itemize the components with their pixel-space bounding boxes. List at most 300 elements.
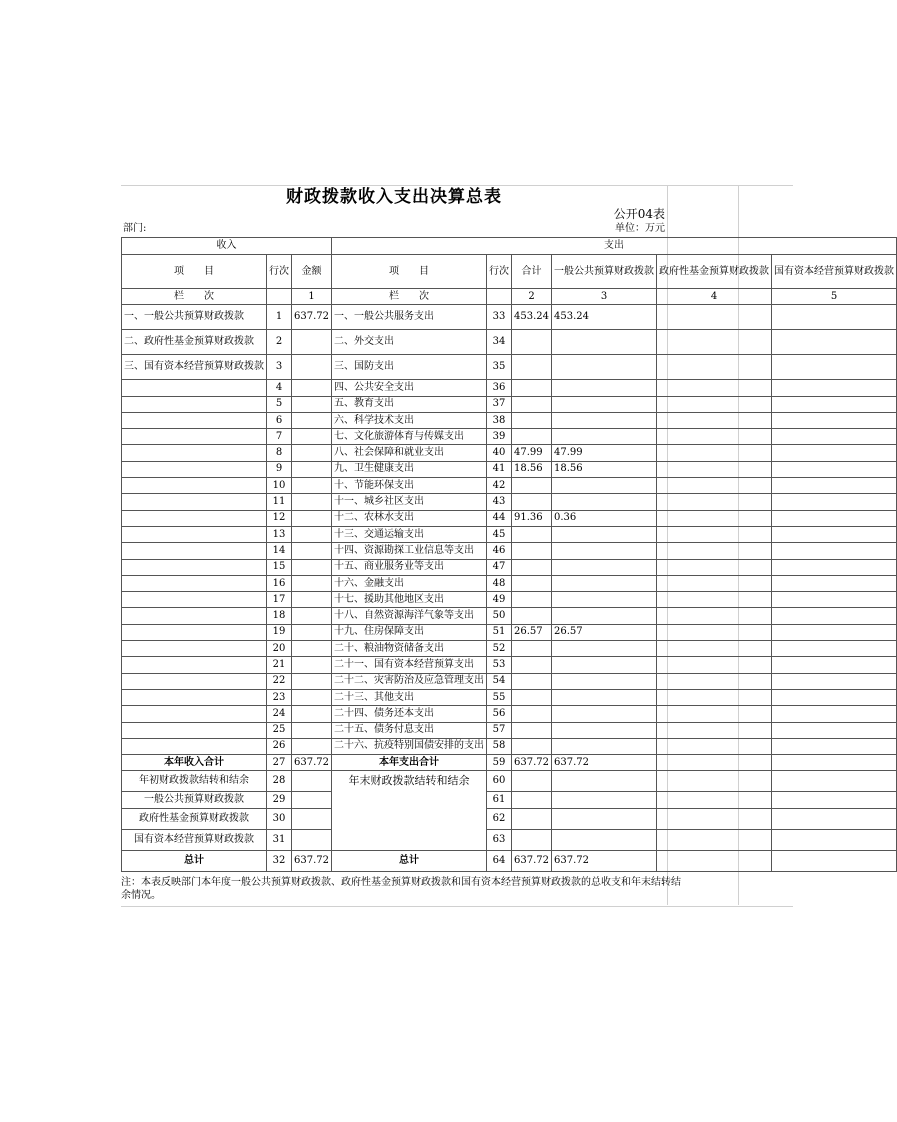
general-budget-cell (552, 771, 657, 792)
general-budget-cell (552, 543, 657, 559)
grand-total-row (122, 850, 897, 871)
expense-year-total-label: 本年支出合计 (332, 755, 487, 771)
income-amount-cell (292, 808, 332, 829)
expense-total-cell (512, 829, 552, 850)
state-capital-cell (772, 624, 897, 640)
fund-budget-cell (657, 510, 772, 526)
group-header-row (122, 238, 897, 255)
general-year-total-amount: 637.72 (552, 755, 657, 771)
table-row (122, 673, 897, 689)
fund-budget-cell (657, 706, 772, 722)
state-capital-cell (772, 608, 897, 624)
expense-item-cell: 七、文化旅游体育与传媒支出 (332, 429, 487, 445)
expense-item-cell: 二、外交支出 (332, 330, 487, 355)
expense-total-cell (512, 722, 552, 738)
income-row-no-cell: 8 (267, 445, 292, 461)
income-item-cell (122, 608, 267, 624)
income-row-no-cell: 1 (267, 305, 292, 330)
fund-budget-cell (657, 829, 772, 850)
income-amount-cell (292, 461, 332, 477)
income-row-no-cell: 25 (267, 722, 292, 738)
index-total: 2 (512, 289, 552, 305)
income-item-cell (122, 657, 267, 673)
fund-budget-cell (657, 722, 772, 738)
income-amount-cell (292, 494, 332, 510)
income-amount-cell (292, 559, 332, 575)
income-amount-cell (292, 445, 332, 461)
expense-row-no-cell: 57 (487, 722, 512, 738)
fund-budget-cell (657, 429, 772, 445)
table-row (122, 543, 897, 559)
expense-item-cell: 八、社会保障和就业支出 (332, 445, 487, 461)
income-amount-cell (292, 412, 332, 428)
expense-row-no-cell: 50 (487, 608, 512, 624)
table-row (122, 478, 897, 494)
income-row-no-cell: 19 (267, 624, 292, 640)
expense-row-no-cell: 47 (487, 559, 512, 575)
expense-total-cell (512, 494, 552, 510)
expense-row-no-cell: 39 (487, 429, 512, 445)
income-item-cell (122, 412, 267, 428)
income-row-no-cell: 17 (267, 592, 292, 608)
expense-total-cell (512, 559, 552, 575)
expense-row-no-cell: 38 (487, 412, 512, 428)
expense-row-no-cell: 35 (487, 355, 512, 380)
income-item-cell (122, 445, 267, 461)
year-total-row (122, 755, 897, 771)
expense-total-cell (512, 355, 552, 380)
fund-budget-cell (657, 559, 772, 575)
income-grand-total-amount: 637.72 (292, 850, 332, 871)
expense-row-no-cell: 41 (487, 461, 512, 477)
expense-item-cell: 二十五、债务付息支出 (332, 722, 487, 738)
income-item-cell (122, 543, 267, 559)
expense-row-no-cell: 45 (487, 526, 512, 542)
fund-budget-cell (657, 461, 772, 477)
expense-row-no-cell: 62 (487, 808, 512, 829)
income-item-cell (122, 624, 267, 640)
expense-grand-total-label: 总计 (332, 850, 487, 871)
income-amount-cell (292, 355, 332, 380)
state-capital-cell (772, 829, 897, 850)
income-item-cell (122, 738, 267, 754)
fund-budget-cell (657, 850, 772, 871)
general-budget-header: 一般公共预算财政拨款 (552, 255, 657, 289)
expense-total-cell (512, 592, 552, 608)
expense-row-no-cell: 44 (487, 510, 512, 526)
general-budget-cell (552, 412, 657, 428)
carry-row (122, 771, 897, 792)
fund-budget-cell (657, 575, 772, 591)
income-amount-cell (292, 706, 332, 722)
index-capital: 5 (772, 289, 897, 305)
income-amount-cell (292, 829, 332, 850)
income-row-no-cell: 24 (267, 706, 292, 722)
income-carry-item-cell: 年初财政拨款结转和结余 (122, 771, 267, 792)
income-row-no-cell: 26 (267, 738, 292, 754)
income-amount-cell (292, 543, 332, 559)
index-blank (487, 289, 512, 305)
table-row (122, 592, 897, 608)
table-row (122, 706, 897, 722)
expense-row-no-cell: 48 (487, 575, 512, 591)
general-budget-cell (552, 355, 657, 380)
index-exp-label: 栏 次 (332, 289, 487, 305)
general-budget-cell (552, 559, 657, 575)
income-row-no-cell: 22 (267, 673, 292, 689)
expense-total-cell (512, 380, 552, 396)
general-budget-cell (552, 738, 657, 754)
table-row (122, 380, 897, 396)
expense-row-no-cell: 54 (487, 673, 512, 689)
income-amount-cell (292, 608, 332, 624)
expense-row-no-cell: 53 (487, 657, 512, 673)
state-capital-cell (772, 575, 897, 591)
fund-budget-cell (657, 494, 772, 510)
general-budget-cell: 453.24 (552, 305, 657, 330)
income-row-no-cell: 23 (267, 689, 292, 705)
state-capital-cell (772, 792, 897, 808)
fund-budget-cell (657, 689, 772, 705)
expense-total-cell (512, 412, 552, 428)
state-capital-cell (772, 808, 897, 829)
expense-row-no-cell: 36 (487, 380, 512, 396)
income-item-cell (122, 673, 267, 689)
general-budget-cell (552, 641, 657, 657)
table-row (122, 429, 897, 445)
index-fund: 4 (657, 289, 772, 305)
state-capital-cell (772, 559, 897, 575)
expense-row-no-cell: 40 (487, 445, 512, 461)
income-item-cell (122, 510, 267, 526)
income-grand-total-label: 总计 (122, 850, 267, 871)
expense-total-cell (512, 738, 552, 754)
budget-table (121, 237, 897, 872)
carry-row (122, 808, 897, 829)
expense-total-cell (512, 689, 552, 705)
expense-item-cell: 二十一、国有资本经营预算支出 (332, 657, 487, 673)
fund-budget-cell (657, 543, 772, 559)
income-amount-cell (292, 722, 332, 738)
fund-budget-cell (657, 412, 772, 428)
expense-item-header: 项 目 (332, 255, 487, 289)
carry-row (122, 829, 897, 850)
department-label: 部门: (123, 223, 147, 234)
income-amount-cell (292, 657, 332, 673)
fund-budget-cell (657, 330, 772, 355)
income-amount-cell (292, 575, 332, 591)
expense-item-cell: 二十二、灾害防治及应急管理支出 (332, 673, 487, 689)
fund-budget-cell (657, 445, 772, 461)
expense-row-no-cell: 34 (487, 330, 512, 355)
fund-budget-cell (657, 792, 772, 808)
income-amount-cell (292, 592, 332, 608)
expense-total-cell: 18.56 (512, 461, 552, 477)
income-row-no-cell: 20 (267, 641, 292, 657)
expense-row-no-header: 行次 (487, 255, 512, 289)
income-item-cell (122, 641, 267, 657)
expense-total-cell (512, 706, 552, 722)
table-row (122, 608, 897, 624)
fund-budget-cell (657, 673, 772, 689)
expense-row-no-cell: 51 (487, 624, 512, 640)
state-capital-cell (772, 771, 897, 792)
expense-item-cell: 十一、城乡社区支出 (332, 494, 487, 510)
general-budget-cell (552, 494, 657, 510)
fund-budget-cell (657, 305, 772, 330)
fund-budget-cell (657, 478, 772, 494)
expense-item-cell: 三、国防支出 (332, 355, 487, 380)
fund-budget-cell (657, 657, 772, 673)
income-amount-cell (292, 396, 332, 412)
expense-row-no-cell: 59 (487, 755, 512, 771)
expense-total-cell (512, 792, 552, 808)
income-amount-cell (292, 689, 332, 705)
income-row-no-cell: 5 (267, 396, 292, 412)
general-budget-cell (552, 608, 657, 624)
expense-item-cell: 十、节能环保支出 (332, 478, 487, 494)
general-budget-cell (552, 396, 657, 412)
state-capital-cell (772, 330, 897, 355)
table-row (122, 624, 897, 640)
footnote: 注：本表反映部门本年度一般公共预算财政拨款、政府性基金预算财政拨款和国有资本经营预算财政拨款的总收支和年末结转结余情况。 (121, 877, 681, 901)
expense-item-cell: 十三、交通运输支出 (332, 526, 487, 542)
expense-row-no-cell: 43 (487, 494, 512, 510)
income-row-no-cell: 32 (267, 850, 292, 871)
general-budget-cell: 18.56 (552, 461, 657, 477)
expense-total-cell (512, 673, 552, 689)
expense-row-no-cell: 58 (487, 738, 512, 754)
income-item-cell (122, 494, 267, 510)
income-row-no-cell: 9 (267, 461, 292, 477)
income-row-no-cell: 18 (267, 608, 292, 624)
table-row (122, 355, 897, 380)
income-row-no-cell: 27 (267, 755, 292, 771)
income-item-cell (122, 461, 267, 477)
carry-row (122, 792, 897, 808)
state-capital-cell (772, 494, 897, 510)
expense-row-no-cell: 56 (487, 706, 512, 722)
expense-item-cell: 九、卫生健康支出 (332, 461, 487, 477)
income-row-no-header: 行次 (267, 255, 292, 289)
fund-budget-cell (657, 592, 772, 608)
income-row-no-cell: 2 (267, 330, 292, 355)
income-amount-cell (292, 673, 332, 689)
general-budget-cell (552, 380, 657, 396)
income-row-no-cell: 13 (267, 526, 292, 542)
income-amount-cell (292, 330, 332, 355)
expense-item-cell: 二十四、债务还本支出 (332, 706, 487, 722)
expense-item-cell: 四、公共安全支出 (332, 380, 487, 396)
expense-total-cell (512, 330, 552, 355)
general-budget-cell (552, 689, 657, 705)
expense-year-total-amount: 637.72 (512, 755, 552, 771)
table-row (122, 330, 897, 355)
fund-budget-cell (657, 808, 772, 829)
income-amount-cell (292, 478, 332, 494)
income-year-total-label: 本年收入合计 (122, 755, 267, 771)
general-budget-cell (552, 722, 657, 738)
state-capital-cell (772, 706, 897, 722)
expense-row-no-cell: 33 (487, 305, 512, 330)
expense-row-no-cell: 60 (487, 771, 512, 792)
income-item-cell (122, 396, 267, 412)
income-amount-cell (292, 792, 332, 808)
table-row (122, 641, 897, 657)
state-capital-cell (772, 396, 897, 412)
expense-total-cell (512, 608, 552, 624)
expense-row-no-cell: 49 (487, 592, 512, 608)
income-carry-item-cell: 国有资本经营预算财政拨款 (122, 829, 267, 850)
index-label: 栏 次 (122, 289, 267, 305)
general-budget-cell (552, 706, 657, 722)
income-group-header: 收入 (122, 238, 332, 255)
income-amount-cell (292, 380, 332, 396)
expense-total-cell (512, 543, 552, 559)
expense-total-cell: 26.57 (512, 624, 552, 640)
table-row (122, 445, 897, 461)
state-capital-cell (772, 445, 897, 461)
table-row (122, 575, 897, 591)
income-row-no-cell: 4 (267, 380, 292, 396)
income-amount-cell (292, 526, 332, 542)
expense-row-no-cell: 37 (487, 396, 512, 412)
expense-item-cell: 十四、资源勘探工业信息等支出 (332, 543, 487, 559)
expense-row-no-cell: 42 (487, 478, 512, 494)
state-capital-cell (772, 429, 897, 445)
general-budget-cell: 0.36 (552, 510, 657, 526)
general-budget-cell: 47.99 (552, 445, 657, 461)
expense-total-header: 合计 (512, 255, 552, 289)
fund-budget-cell (657, 608, 772, 624)
fund-budget-cell (657, 624, 772, 640)
income-row-no-cell: 10 (267, 478, 292, 494)
expense-item-cell: 六、科学技术支出 (332, 412, 487, 428)
expense-total-cell (512, 526, 552, 542)
expense-row-no-cell: 55 (487, 689, 512, 705)
income-item-header: 项 目 (122, 255, 267, 289)
state-capital-cell (772, 355, 897, 380)
state-capital-cell (772, 850, 897, 871)
unit-label: 单位：万元 (615, 223, 665, 234)
state-capital-cell (772, 380, 897, 396)
state-capital-cell (772, 673, 897, 689)
general-budget-cell (552, 575, 657, 591)
expense-row-no-cell: 61 (487, 792, 512, 808)
state-capital-cell (772, 722, 897, 738)
state-capital-cell (772, 526, 897, 542)
income-amount-cell (292, 771, 332, 792)
expense-item-cell: 十二、农林水支出 (332, 510, 487, 526)
table-row (122, 526, 897, 542)
income-row-no-cell: 29 (267, 792, 292, 808)
income-row-no-cell: 28 (267, 771, 292, 792)
expense-item-cell: 二十、粮油物资储备支出 (332, 641, 487, 657)
income-carry-item-cell: 政府性基金预算财政拨款 (122, 808, 267, 829)
general-budget-cell (552, 808, 657, 829)
state-capital-cell (772, 657, 897, 673)
income-item-cell: 三、国有资本经营预算财政拨款 (122, 355, 267, 380)
table-row (122, 738, 897, 754)
state-capital-cell (772, 412, 897, 428)
income-item-cell (122, 575, 267, 591)
expense-total-cell (512, 657, 552, 673)
income-row-no-cell: 11 (267, 494, 292, 510)
index-amount: 1 (292, 289, 332, 305)
expense-carry-label: 年末财政拨款结转和结余 (332, 771, 487, 850)
expense-group-header: 支出 (332, 238, 897, 255)
income-item-cell (122, 526, 267, 542)
general-budget-cell (552, 526, 657, 542)
income-row-no-cell: 12 (267, 510, 292, 526)
state-capital-cell (772, 738, 897, 754)
income-amount-cell (292, 738, 332, 754)
expense-row-no-cell: 52 (487, 641, 512, 657)
income-item-cell (122, 559, 267, 575)
table-row (122, 305, 897, 330)
expense-item-cell: 一、一般公共服务支出 (332, 305, 487, 330)
fund-budget-cell (657, 380, 772, 396)
state-capital-cell (772, 755, 897, 771)
fund-budget-cell (657, 526, 772, 542)
income-amount-cell (292, 429, 332, 445)
fund-budget-cell (657, 755, 772, 771)
income-item-cell (122, 592, 267, 608)
general-budget-cell (552, 592, 657, 608)
expense-total-cell (512, 641, 552, 657)
income-amount-cell: 637.72 (292, 305, 332, 330)
fund-budget-cell (657, 771, 772, 792)
expense-total-cell: 47.99 (512, 445, 552, 461)
state-capital-cell (772, 592, 897, 608)
expense-total-cell (512, 478, 552, 494)
general-grand-total-amount: 637.72 (552, 850, 657, 871)
fund-budget-cell (657, 355, 772, 380)
expense-item-cell: 五、教育支出 (332, 396, 487, 412)
expense-total-cell (512, 429, 552, 445)
sheet-gridline-bottom (121, 906, 793, 907)
income-row-no-cell: 31 (267, 829, 292, 850)
expense-item-cell: 二十三、其他支出 (332, 689, 487, 705)
expense-item-cell: 十六、金融支出 (332, 575, 487, 591)
expense-total-cell: 91.36 (512, 510, 552, 526)
general-budget-cell (552, 673, 657, 689)
expense-row-no-cell: 46 (487, 543, 512, 559)
index-general: 3 (552, 289, 657, 305)
general-budget-cell: 26.57 (552, 624, 657, 640)
table-row (122, 412, 897, 428)
expense-item-cell: 十五、商业服务业等支出 (332, 559, 487, 575)
income-item-cell (122, 722, 267, 738)
state-capital-cell (772, 689, 897, 705)
fund-budget-cell (657, 738, 772, 754)
general-budget-cell (552, 330, 657, 355)
income-item-cell (122, 380, 267, 396)
income-row-no-cell: 21 (267, 657, 292, 673)
index-blank (267, 289, 292, 305)
expense-total-cell: 453.24 (512, 305, 552, 330)
expense-total-cell (512, 396, 552, 412)
income-item-cell (122, 706, 267, 722)
state-capital-header: 国有资本经营预算财政拨款 (772, 255, 897, 289)
income-year-total-amount: 637.72 (292, 755, 332, 771)
income-item-cell (122, 689, 267, 705)
general-budget-cell (552, 657, 657, 673)
expense-grand-total-amount: 637.72 (512, 850, 552, 871)
general-budget-cell (552, 792, 657, 808)
general-budget-cell (552, 429, 657, 445)
expense-row-no-cell: 64 (487, 850, 512, 871)
